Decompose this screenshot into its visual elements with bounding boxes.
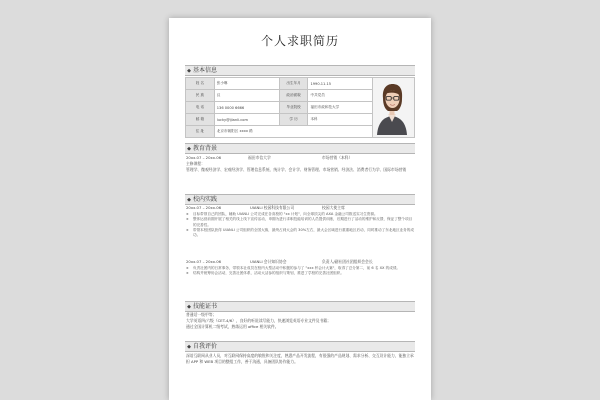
- campus-org: UIANLI 校园科技有限公司: [250, 205, 295, 210]
- info-label: 政治面貌: [279, 90, 308, 102]
- info-value: lucky@ijianli.com: [214, 114, 279, 126]
- section-education: ◆ 教育背景: [185, 143, 415, 154]
- diamond-icon: ◆: [187, 68, 191, 74]
- self-eval-text: 深谙互联网从业人员，对互联网保持高度的敏锐和关注度，熟悉产品开发流程，有很强的产品规划、需求分析、交互设计能力，能独立承担 APP 和 WEB 项目的整组工作，善于沟通，具备团队协作能力。: [186, 353, 414, 364]
- diamond-icon: ◆: [187, 197, 191, 203]
- info-value: 136 0000 6666: [214, 102, 279, 114]
- profile-photo: [373, 78, 415, 138]
- education-school: 福田市信大学: [248, 155, 271, 160]
- list-item: ➤ 目标带领自己的团队，辅助 UIANLI 公司完成在各高校的 "xx 计划"，向全球顶尖的 AXA 金融公司推送实习生资源。: [186, 212, 414, 217]
- courses-title: 主修课程：: [186, 161, 205, 166]
- list-item: ➤ 带领本校团队获得 UIANLI 公司组织的全国大赛，最终占到大会的 30%左右，最大会区域进行重重地区后动，同时推动了东北地区业务的成功。: [186, 228, 414, 239]
- info-value: 1990.11.15: [308, 78, 373, 90]
- info-label: 民 族: [186, 90, 215, 102]
- info-value: 汉: [214, 90, 279, 102]
- campus-bullets: [186, 212, 414, 238]
- info-label: 邮 箱: [186, 114, 215, 126]
- info-label: 电 话: [186, 102, 215, 114]
- campus-role: 校园大使主席: [322, 205, 345, 210]
- info-label: 姓 名: [186, 78, 215, 90]
- info-value: 中共党员: [308, 90, 373, 102]
- diamond-icon: ◆: [187, 146, 191, 152]
- section-basic-info: ◆ 基本信息: [185, 65, 415, 76]
- section-campus: ◆ 校内实践: [185, 194, 415, 205]
- list-item: ➤ 结构并统筹协会活动，完善社团体系，活动大活参的组织与策划，推进了学校的完善社团组织。: [186, 271, 414, 276]
- diamond-icon: ◆: [187, 344, 191, 350]
- resume-title: 个人求职简历: [260, 34, 339, 48]
- info-label: 住 址: [186, 126, 215, 138]
- campus-date: 20xx.07 – 20xx.06: [186, 205, 222, 210]
- list-item: ➤ 整体运营前期开展了相关的线上线下宣传活动，申期为进行求职技能培训的人员提供训练，后期进行了活动的维护和反馈，保证了整个项目的完善性。: [186, 217, 414, 228]
- education-major: 市场营销（本科）: [322, 155, 353, 160]
- info-label: 学 历: [279, 114, 308, 126]
- avatar: [373, 78, 411, 135]
- campus-date: 20xx.07 – 20xx.06: [186, 259, 222, 264]
- courses-list: 管理学、微观经济学、宏观经济学、管理信息系统、统计学、会计学、财务管理、市场营销、经济法、消费者行为学、国际市场营销: [186, 167, 407, 172]
- skill-line: 大学英语四/六级（CET-4/6），良好的听说读写能力，快速浏览英语专业文件及书籍；: [186, 318, 331, 323]
- resume-page: [169, 18, 431, 400]
- campus-role: 负责人/副社团社团组织会会长: [322, 259, 373, 264]
- section-self-eval: ◆ 自我评价: [185, 341, 415, 352]
- campus-row: [186, 205, 415, 211]
- info-label: 出生年月: [279, 78, 308, 90]
- info-value: 本科: [308, 114, 373, 126]
- campus-org: UIANLI 会计知识协会: [250, 259, 287, 264]
- skill-line: 通过全国计算机二级考试，熟练运用 office 相关软件。: [186, 324, 279, 329]
- diamond-icon: ◆: [187, 304, 191, 310]
- info-value: 福田市政和技大学: [308, 102, 373, 114]
- campus-bullets: [186, 266, 414, 277]
- list-item: ➤ 负责社团内的日常事务，带领本社成员在校内大型活动中积极的参与了 "xxx 杯会计大赛"，取得了总分第二，前 6 名 XX 的成绩。: [186, 266, 414, 271]
- section-skills: ◆ 技能证书: [185, 301, 415, 312]
- info-value: 张小琳: [214, 78, 279, 90]
- info-label: 毕业院校: [279, 102, 308, 114]
- info-value: 北京市朝阳区 xxxx 路: [214, 126, 373, 138]
- campus-row: [186, 259, 415, 265]
- basic-info-table: [185, 77, 415, 138]
- skill-line: 普通话一级甲等；: [186, 312, 217, 317]
- table-row: [186, 78, 415, 90]
- education-date: 20xx.07 – 20xx.06: [186, 155, 222, 160]
